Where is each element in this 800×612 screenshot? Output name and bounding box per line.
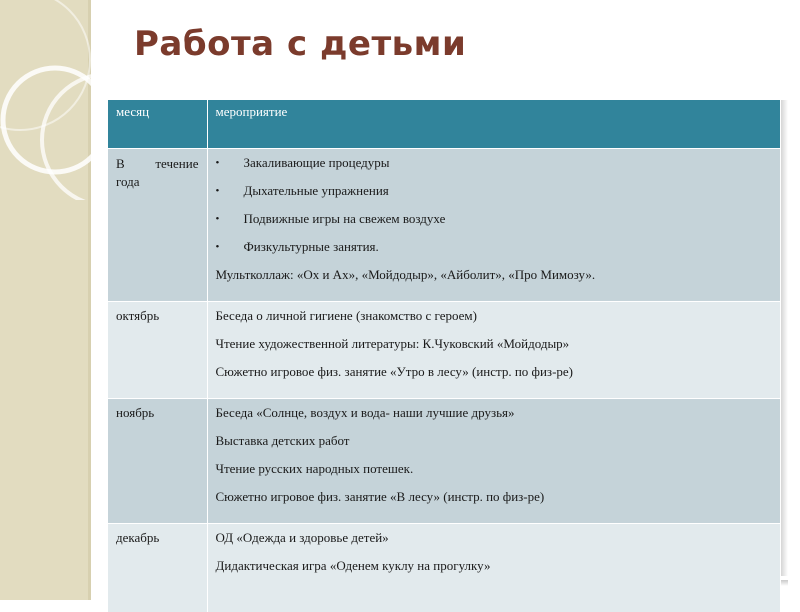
event-line: Беседа «Солнце, воздух и вода- наши лучшие друзья» (215, 405, 515, 420)
month-label-line2: года (116, 174, 140, 189)
table-row-november (108, 399, 780, 524)
event-line: Выставка детских работ (215, 433, 350, 448)
table-row-year (108, 149, 780, 302)
month-cell: декабрь (108, 524, 207, 612)
event-line: Сюжетно игровое физ. занятие «В лесу» (инстр. по физ-ре) (215, 489, 545, 504)
header-month: месяц (108, 100, 207, 149)
month-cell: ноябрь (108, 399, 207, 524)
activities-table (108, 100, 781, 612)
header-event: мероприятие (207, 100, 780, 149)
event-cell (207, 149, 780, 302)
event-line: Мультколлаж: «Ох и Ах», «Мойдодыр», «Айболит», «Про Мимозу». (215, 267, 596, 282)
event-bullet-item: • Физкультурные занятия. (216, 239, 772, 267)
month-label-line1: В течение (116, 156, 199, 171)
event-line: Чтение русских народных потешек. (215, 461, 414, 476)
month-cell (108, 149, 207, 302)
event-line: Сюжетно игровое физ. занятие «Утро в лесу» (инстр. по физ-ре) (215, 364, 573, 379)
event-cell (207, 524, 780, 612)
event-cell (207, 302, 780, 399)
table-header-row (108, 100, 780, 149)
month-cell: октябрь (108, 302, 207, 399)
event-cell (207, 399, 780, 524)
event-bullet-item: • Закаливающие процедуры (216, 155, 772, 183)
event-line: ОД «Одежда и здоровье детей» (215, 530, 389, 545)
event-line: Чтение художественной литературы: К.Чуковский «Мойдодыр» (215, 336, 570, 351)
event-line: Беседа о личной гигиене (знакомство с героем) (215, 308, 477, 323)
event-bullet-item: • Дыхательные упражнения (216, 183, 772, 211)
event-line: Дидактическая игра «Оденем куклу на прогулку» (215, 558, 491, 573)
table-row-october (108, 302, 780, 399)
event-bullet-item: • Подвижные игры на свежем воздухе (216, 211, 772, 239)
slide-title: Работа с детьми (134, 24, 467, 64)
table-row-december (108, 524, 780, 612)
table-shadow-right (780, 100, 788, 576)
